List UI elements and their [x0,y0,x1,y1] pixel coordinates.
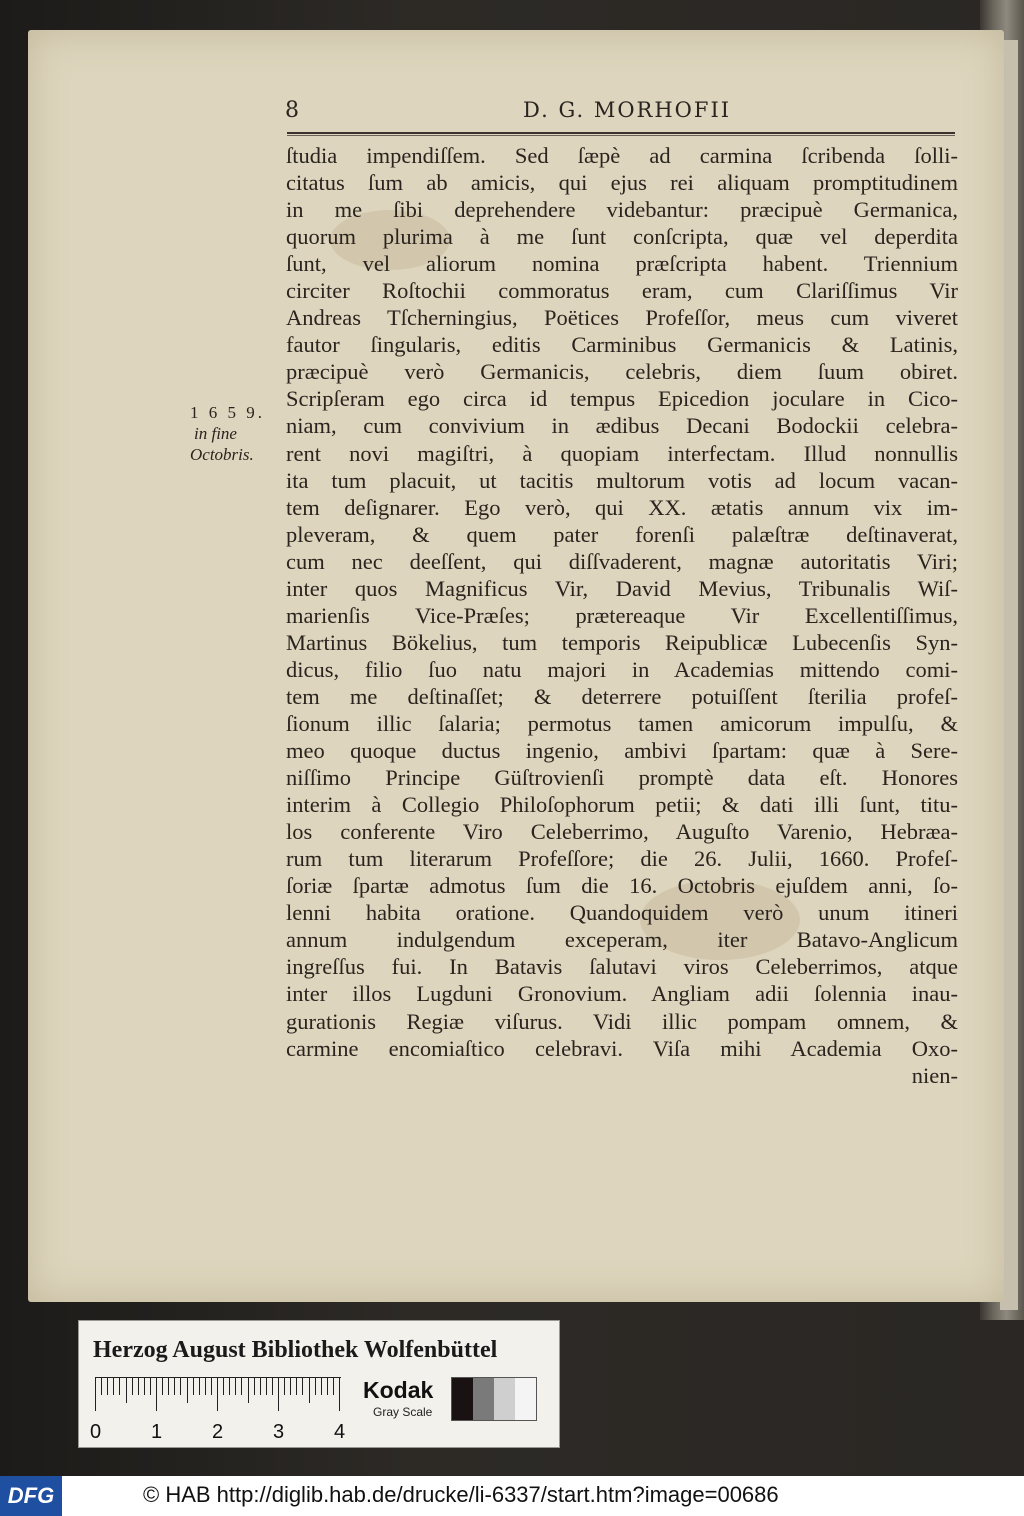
library-name: Herzog August Bibliothek Wolfenbüttel [93,1337,498,1363]
text-line: annum indulgendum exceperam, iter Batavo-Anglicum [286,927,958,953]
margin-note-line: in fine [194,424,237,443]
text-line: Andreas Tſcherningius, Poëtices Profeſſor, meus cum viveret [286,305,958,331]
ruler-number: 2 [212,1421,224,1443]
text-line: in me ſibi deprehendere videbantur: præcipuè Germanica, [286,197,958,223]
gray-scale-patches [451,1377,537,1421]
ruler-tick [174,1377,175,1395]
page-header [285,98,955,130]
ruler-tick [193,1377,194,1395]
text-line: Martinus Bökelius, tum temporis Reipublicæ Lubecenſis Syn- [286,629,958,655]
text-line: ſtudia impendiſſem. Sed ſæpè ad carmina ſcribenda ſolli- [286,143,958,168]
ruler-number: 0 [90,1421,102,1443]
ruler-tick [266,1377,267,1395]
body-text [286,142,958,1089]
text-line: ingreſſus fui. In Batavis ſalutavi viros Celeberrimos, atque [286,954,958,980]
ruler-tick [205,1377,206,1395]
ruler-tick [101,1377,102,1395]
measurement-ruler [90,1377,355,1443]
kodak-logo: Kodak [363,1377,434,1403]
ruler-tick [284,1377,285,1395]
ruler-tick [241,1377,242,1395]
ruler-tick [168,1377,169,1395]
text-line: niam, cum convivium in ædibus Decani Bodockii celebra- [286,413,958,439]
text-line: inter illos Lugduni Gronovium. Angliam adii ſolennia inau- [286,981,958,1007]
ruler-tick [199,1377,200,1395]
ruler-number: 3 [273,1421,285,1443]
gray-patch [494,1378,515,1420]
gray-patch [473,1378,494,1420]
text-line: ſunt, vel aliorum nomina præſcripta habent. Triennium [286,251,958,277]
text-line: gurationis Regiæ viſurus. Vidi illic pompam omnem, & [286,1008,958,1034]
ruler-tick [132,1377,133,1395]
ruler-tick [187,1377,188,1403]
ruler-tick [95,1377,96,1411]
ruler-tick [315,1377,316,1395]
ruler-tick [309,1377,310,1403]
text-line: niſſimo Principe Güſtrovienſi promptè data eſt. Honores [286,765,958,791]
text-line: quorum plurima à me ſunt conſcripta, quæ vel deperdita [286,224,958,250]
text-line: inter quos Magnificus Vir, David Mevius, Tribunalis Wiſ- [286,575,958,601]
text-line: fautor ſingularis, editis Carminibus Germanicis & Latinis, [286,332,958,358]
ruler-tick [150,1377,151,1395]
text-line: ſionum illic ſalaria; permotus tamen amicorum impulſu, & [286,710,958,736]
ruler-tick [107,1377,108,1395]
gray-patch [452,1378,473,1420]
ruler-tick [126,1377,127,1403]
text-line: nien- [911,1062,958,1088]
text-line: tem deſignarer. Ego verò, qui XX. ætatis annum vix im- [286,494,958,520]
ruler-tick [211,1377,212,1395]
ruler-tick [119,1377,120,1395]
text-line: tem me deſtinaſſet; & deterrere potuiſſent ſterilia profeſ- [286,683,958,709]
ruler-tick [113,1377,114,1395]
margin-note-year: 1 6 5 9. [190,403,265,422]
text-line: lenni habita oratione. Quandoquidem verò unum itineri [286,900,958,926]
text-line: Scripſeram ego circa id tempus Epicedion joculare in Cico- [286,386,958,412]
ruler-tick [272,1377,273,1395]
ruler-number: 4 [334,1421,346,1443]
ruler-tick [138,1377,139,1395]
text-line: carmine encomiaſtico celebravi. Viſa mihi Academia Oxo- [286,1035,958,1061]
ruler-tick [302,1377,303,1395]
ruler-tick [333,1377,334,1395]
footer [0,1476,1024,1516]
text-line: interim à Collegio Philoſophorum petii; & dati illi ſunt, titu- [286,792,958,818]
ruler-tick [180,1377,181,1395]
ruler-tick [254,1377,255,1395]
ruler-tick [321,1377,322,1395]
header-rule [287,132,955,134]
ruler-tick [260,1377,261,1395]
text-line: rent novi magiſtri, à quopiam interfectam. Illud nonnullis [286,440,958,466]
copyright-link[interactable]: © HAB http://diglib.hab.de/drucke/li-6337/start.htm?image=00686 [143,1482,779,1507]
text-line: præcipuè verò Germanicis, celebris, diem ſuum obiret. [286,359,958,385]
dfg-logo: DFG [0,1476,62,1516]
ruler-tick [229,1377,230,1395]
ruler-tick [327,1377,328,1395]
text-line: meo quoque ductus ingenio, ambivi ſpartam: quæ à Sere- [286,738,958,764]
text-line: dicus, filio ſuo natu majori in Academias mittendo comi- [286,656,958,682]
ruler-tick [235,1377,236,1395]
text-line: ſoriæ ſpartæ admotus ſum die 16. Octobris ejuſdem anni, ſo- [286,873,958,899]
page-number: 8 [285,98,299,123]
ruler-tick [156,1377,157,1411]
ruler-tick [248,1377,249,1403]
ruler-tick [162,1377,163,1395]
ruler-tick [144,1377,145,1395]
library-card [78,1320,560,1448]
text-line: pleveram, & quem pater forenſi palæſtræ deſtinaverat, [286,521,958,547]
ruler-tick [278,1377,279,1411]
text-line: citatus ſum ab amicis, qui ejus rei aliquam promptitudinem [286,170,958,196]
gray-patch [515,1378,536,1420]
text-line: ita tum placuit, ut tacitis multorum votis ad locum vacan- [286,467,958,493]
text-line: circiter Roſtochii commoratus eram, cum Clariſſimus Vir [286,278,958,304]
running-head: D. G. MORHOFII [523,98,732,122]
ruler-tick [296,1377,297,1395]
text-line: los conferente Viro Celeberrimo, Auguſto Varenio, Hebræa- [286,819,958,845]
header-rule-secondary [287,135,955,136]
ruler-tick [290,1377,291,1395]
text-line: rum tum literarum Profeſſore; die 26. Julii, 1660. Profeſ- [286,846,958,872]
ruler-number: 1 [151,1421,163,1443]
margin-note-line: Octobris. [190,445,254,464]
text-line: cum nec deeſſent, qui diſſvaderent, magnæ autoritatis Viri; [286,548,958,574]
ruler-tick [217,1377,218,1411]
margin-note [190,402,280,465]
ruler-tick [339,1377,340,1411]
text-line: marienſis Vice-Præſes; prætereaque Vir Excellentiſſimus, [286,602,958,628]
ruler-tick [223,1377,224,1395]
kodak-gray-scale-label: Gray Scale [373,1405,433,1419]
